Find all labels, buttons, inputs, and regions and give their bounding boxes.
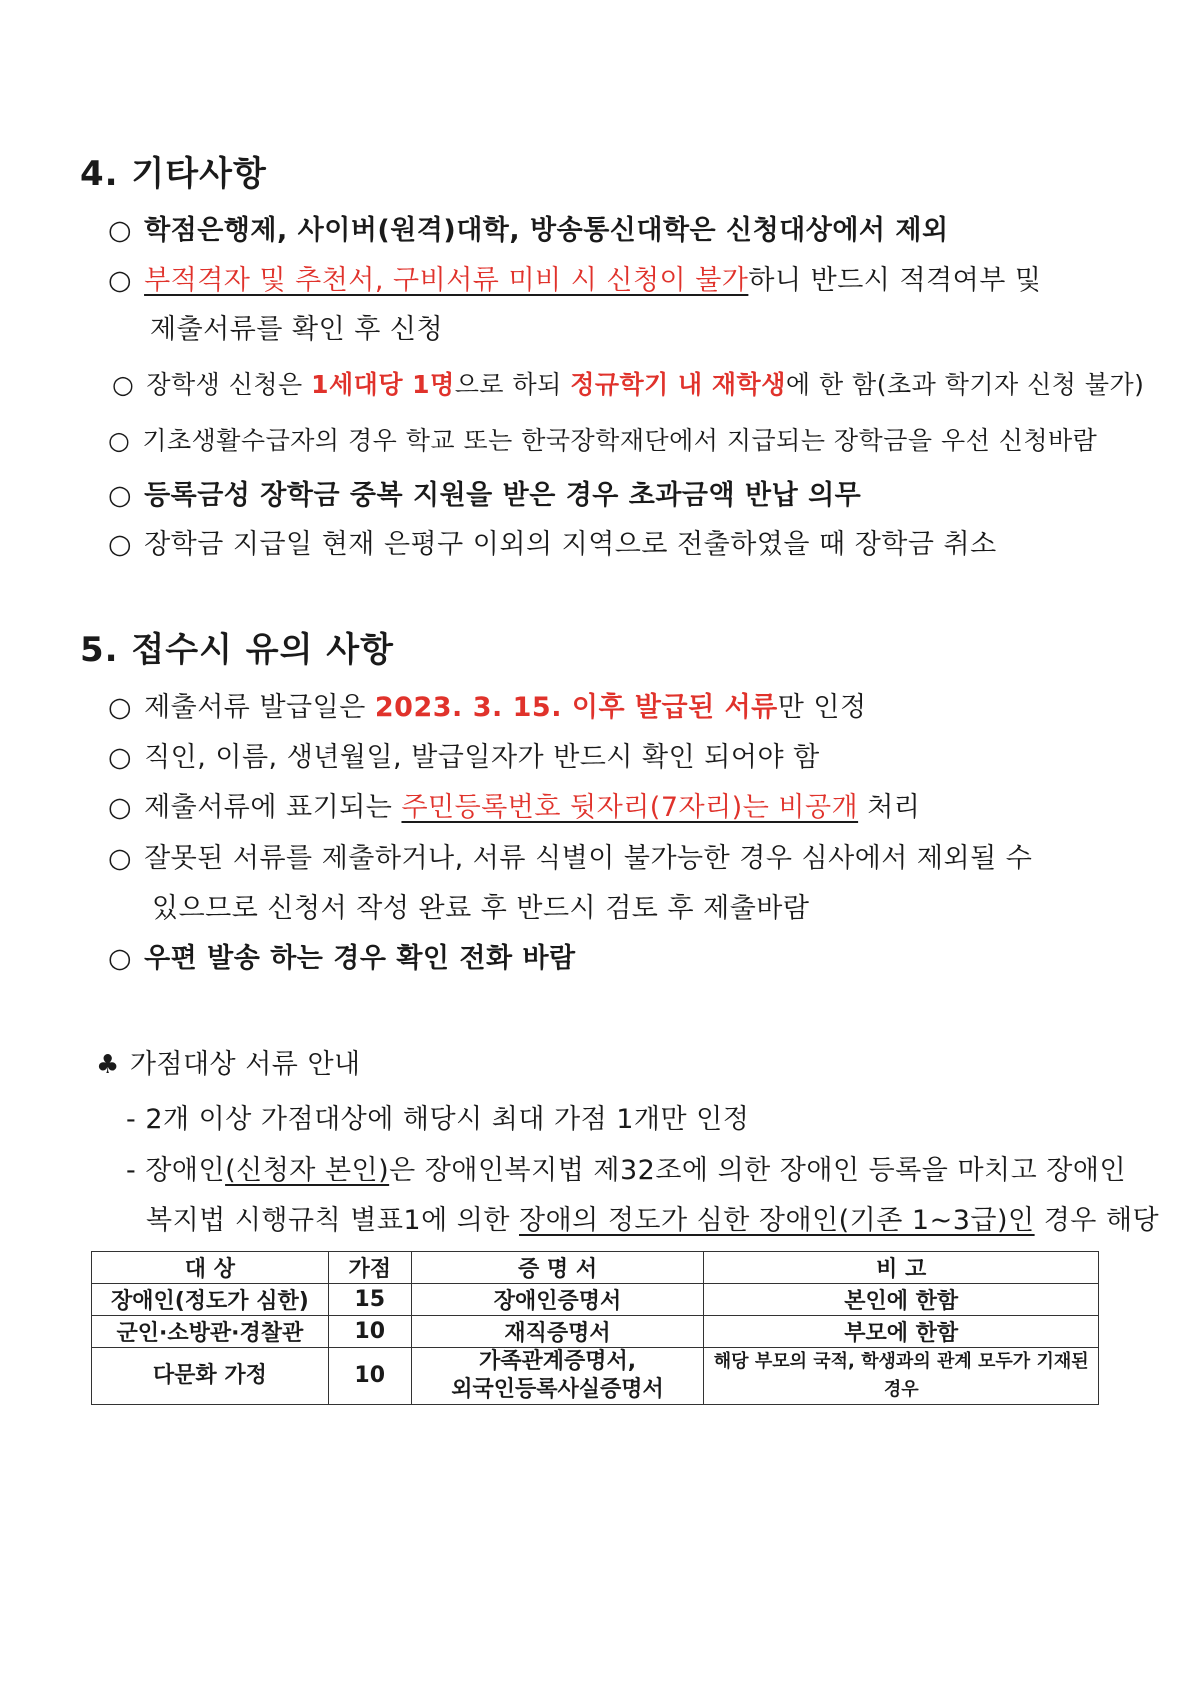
circle-bullet-icon: ○ (108, 742, 133, 773)
section5-item-1 (108, 685, 867, 724)
table-cell: 15 (328, 1284, 411, 1316)
circle-bullet-icon: ○ (108, 943, 133, 974)
circle-bullet-icon: ○ (108, 480, 133, 511)
section4-item-1 (108, 208, 949, 247)
item-text: 학점은행제, 사이버(원격)대학, 방송통신대학은 신청대상에서 제외 (144, 215, 949, 246)
table-header-row (92, 1252, 1099, 1284)
item-text: 만 인정 (777, 692, 867, 723)
table-cell: 재직증명서 (411, 1316, 704, 1348)
table-row (92, 1316, 1099, 1348)
item-text: 잘못된 서류를 제출하거나, 서류 식별이 불가능한 경우 심사에서 제외될 수 (144, 843, 1033, 874)
table-cell: 본인에 한함 (704, 1284, 1099, 1316)
table-row (92, 1348, 1099, 1405)
table-cell: 다문화 가정 (92, 1348, 329, 1405)
item-text: 장학생 신청은 (146, 370, 312, 399)
section5-item-4-cont: 있으므로 신청서 작성 완료 후 반드시 검토 후 제출바람 (152, 893, 810, 924)
bonus-note-2 (126, 1148, 1126, 1187)
item-text: 기초생활수급자의 경우 학교 또는 한국장학재단에서 지급되는 장학금을 우선 신청바람 (142, 426, 1098, 455)
item-highlight: 정규학기 내 재학생 (570, 370, 786, 399)
section4-item-2-cont: 제출서류를 확인 후 신청 (150, 314, 444, 345)
circle-bullet-icon: ○ (108, 843, 133, 874)
bonus-table (91, 1251, 1099, 1405)
item-text: 에 한 함(초과 학기자 신청 불가) (785, 370, 1145, 399)
table-cell: 10 (328, 1316, 411, 1348)
table-header: 증 명 서 (411, 1252, 704, 1284)
section5-item-2 (108, 735, 820, 774)
table-cell: 부모에 한함 (704, 1316, 1099, 1348)
item-text: 우편 발송 하는 경우 확인 전화 바람 (144, 943, 576, 974)
circle-bullet-icon: ○ (108, 215, 133, 246)
table-header: 가점 (328, 1252, 411, 1284)
table-cell: 장애인(정도가 심한) (92, 1284, 329, 1316)
circle-bullet-icon: ○ (108, 692, 133, 723)
section5-item-4 (108, 836, 1032, 875)
table-cell: 10 (328, 1348, 411, 1405)
section5-item-5 (108, 936, 576, 975)
bonus-note-1: - 2개 이상 가점대상에 해당시 최대 가점 1개만 인정 (126, 1104, 750, 1135)
circle-bullet-icon: ○ (112, 370, 135, 399)
item-text: 제출서류 발급일은 (144, 692, 375, 723)
section4-item-6 (108, 522, 997, 561)
item-highlight: 주민등록번호 뒷자리(7자리)는 비공개 (401, 792, 859, 823)
circle-bullet-icon: ○ (108, 792, 133, 823)
item-text: 장학금 지급일 현재 은평구 이외의 지역으로 전출하였을 때 장학금 취소 (144, 529, 997, 560)
section5-title: 5. 접수시 유의 사항 (80, 630, 394, 670)
section4-item-5 (108, 473, 861, 512)
note-text: 은 장애인복지법 제32조에 의한 장애인 등록을 마치고 장애인 (389, 1155, 1127, 1186)
table-row (92, 1284, 1099, 1316)
item-text: 제출서류에 표기되는 (144, 792, 402, 823)
item-highlight: 1세대당 1명 (311, 370, 455, 399)
section4-item-3 (112, 365, 1144, 401)
circle-bullet-icon: ○ (108, 426, 131, 455)
table-cell: 해당 부모의 국적, 학생과의 관계 모두가 기재된 경우 (704, 1348, 1099, 1405)
section4-item-2 (108, 258, 1041, 297)
item-highlight: 부적격자 및 추천서, 구비서류 미비 시 신청이 불가 (144, 265, 749, 296)
item-highlight: 2023. 3. 15. 이후 발급된 서류 (374, 692, 778, 723)
section4-title: 4. 기타사항 (80, 154, 267, 194)
note-text: 경우 해당 (1034, 1205, 1160, 1236)
item-text: 처리 (858, 792, 921, 823)
section5-item-3 (108, 785, 920, 824)
note-text: - 장애인 (126, 1155, 226, 1186)
bonus-title-row (96, 1042, 361, 1081)
bonus-title: 가점대상 서류 안내 (129, 1049, 361, 1080)
note-text: 복지법 시행규칙 별표1에 의한 (146, 1205, 519, 1236)
club-icon: ♣ (96, 1050, 120, 1080)
item-text: 으로 하되 (454, 370, 571, 399)
circle-bullet-icon: ○ (108, 529, 133, 560)
table-cell: 장애인증명서 (411, 1284, 704, 1316)
item-text: 하니 반드시 적격여부 및 (748, 265, 1042, 296)
table-cell: 군인·소방관·경찰관 (92, 1316, 329, 1348)
cert-line-2: 외국인등록사실증명서 (451, 1377, 664, 1402)
note-underline: 장애의 정도가 심한 장애인(기존 1~3급)인 (519, 1205, 1035, 1236)
circle-bullet-icon: ○ (108, 265, 133, 296)
section4-item-4 (108, 421, 1097, 457)
note-underline: (신청자 본인) (225, 1155, 390, 1186)
table-header: 대 상 (92, 1252, 329, 1284)
bonus-note-3 (146, 1198, 1159, 1237)
cert-line-1: 가족관계증명서, (478, 1349, 637, 1374)
table-header: 비 고 (704, 1252, 1099, 1284)
item-text: 등록금성 장학금 중복 지원을 받은 경우 초과금액 반납 의무 (144, 480, 862, 511)
item-text: 직인, 이름, 생년월일, 발급일자가 반드시 확인 되어야 함 (144, 742, 820, 773)
table-cell-multiline (411, 1348, 704, 1405)
